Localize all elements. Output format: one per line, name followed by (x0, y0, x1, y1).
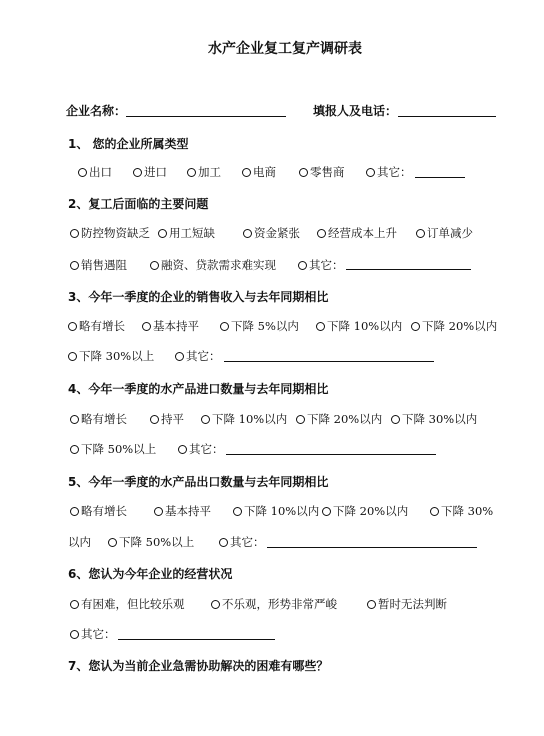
radio-circle-icon (211, 600, 220, 609)
q4-option-5[interactable]: 下降 30%以内 (391, 411, 477, 427)
q4-option-other[interactable]: 其它： (178, 441, 224, 457)
q1-other-field[interactable] (415, 177, 465, 178)
radio-circle-icon (70, 415, 79, 424)
radio-circle-icon (316, 322, 325, 331)
radio-circle-icon (391, 415, 400, 424)
q1-option-export[interactable]: 出口 (78, 164, 112, 180)
radio-circle-icon (70, 445, 79, 454)
q4-option-4[interactable]: 下降 20%以内 (296, 411, 382, 427)
radio-circle-icon (298, 261, 307, 270)
radio-circle-icon (322, 507, 331, 516)
q6-option-2[interactable]: 不乐观，形势非常严峻 (211, 596, 337, 612)
radio-circle-icon (233, 507, 242, 516)
q1-option-ecommerce[interactable]: 电商 (242, 164, 276, 180)
question-6-title: 6、您认为今年企业的经营状况 (68, 567, 233, 581)
radio-circle-icon (317, 229, 326, 238)
q2-other-field[interactable] (346, 269, 471, 270)
radio-circle-icon (108, 538, 117, 547)
q5-option-4[interactable]: 下降 20%以内 (322, 503, 408, 519)
q6-option-other[interactable]: 其它： (70, 626, 116, 642)
q3-option-4[interactable]: 下降 10%以内 (316, 318, 402, 334)
q3-option-6[interactable]: 下降 30%以上 (68, 348, 154, 364)
question-5-title: 5、今年一季度的水产品出口数量与去年同期相比 (68, 475, 329, 489)
q3-option-3[interactable]: 下降 5%以内 (220, 318, 299, 334)
radio-circle-icon (220, 322, 229, 331)
question-7-title: 7、您认为当前企业急需协助解决的困难有哪些？ (68, 659, 329, 673)
radio-circle-icon (150, 415, 159, 424)
q5-option-5[interactable]: 下降 30% (430, 503, 493, 519)
radio-circle-icon (70, 507, 79, 516)
question-4-title: 4、今年一季度的水产品进口数量与去年同期相比 (68, 382, 329, 396)
q4-other-field[interactable] (226, 454, 436, 455)
radio-circle-icon (366, 168, 375, 177)
q4-option-1[interactable]: 略有增长 (70, 411, 127, 427)
q2-option-6[interactable]: 销售遇阻 (70, 257, 127, 273)
q6-option-3[interactable]: 暂时无法判断 (367, 596, 447, 612)
radio-circle-icon (70, 630, 79, 639)
question-1-title: 1、 您的企业所属类型 (68, 137, 189, 151)
q5-option-5-continued: 以内 (68, 535, 91, 549)
radio-circle-icon (133, 168, 142, 177)
q2-option-5[interactable]: 订单减少 (416, 225, 473, 241)
q6-other-field[interactable] (118, 639, 275, 640)
contact-field[interactable] (398, 116, 496, 117)
page-title: 水产企业复工复产调研表 (208, 41, 362, 57)
radio-circle-icon (187, 168, 196, 177)
radio-circle-icon (296, 415, 305, 424)
q4-option-3[interactable]: 下降 10%以内 (201, 411, 287, 427)
q2-option-2[interactable]: 用工短缺 (158, 225, 215, 241)
q5-option-2[interactable]: 基本持平 (154, 503, 211, 519)
q3-option-2[interactable]: 基本持平 (142, 318, 199, 334)
radio-circle-icon (201, 415, 210, 424)
q1-option-import[interactable]: 进口 (133, 164, 167, 180)
radio-circle-icon (178, 445, 187, 454)
contact-label: 填报人及电话： (313, 104, 398, 118)
radio-circle-icon (430, 507, 439, 516)
q5-option-other[interactable]: 其它： (219, 534, 265, 550)
q2-option-other[interactable]: 其它： (298, 257, 344, 273)
q4-option-6[interactable]: 下降 50%以上 (70, 441, 156, 457)
q1-option-processing[interactable]: 加工 (187, 164, 221, 180)
q3-option-1[interactable]: 略有增长 (68, 318, 125, 334)
q1-option-retailer[interactable]: 零售商 (299, 164, 345, 180)
q4-option-2[interactable]: 持平 (150, 411, 184, 427)
radio-circle-icon (78, 168, 87, 177)
q5-option-1[interactable]: 略有增长 (70, 503, 127, 519)
q5-option-6[interactable]: 下降 50%以上 (108, 534, 194, 550)
radio-circle-icon (299, 168, 308, 177)
q5-other-field[interactable] (267, 547, 477, 548)
radio-circle-icon (154, 507, 163, 516)
q2-option-1[interactable]: 防控物资缺乏 (70, 225, 150, 241)
radio-circle-icon (243, 229, 252, 238)
radio-circle-icon (175, 352, 184, 361)
q3-option-other[interactable]: 其它： (175, 348, 221, 364)
radio-circle-icon (68, 322, 77, 331)
radio-circle-icon (142, 322, 151, 331)
question-3-title: 3、今年一季度的企业的销售收入与去年同期相比 (68, 290, 329, 304)
q2-option-4[interactable]: 经营成本上升 (317, 225, 397, 241)
radio-circle-icon (367, 600, 376, 609)
q6-option-1[interactable]: 有困难，但比较乐观 (70, 596, 185, 612)
question-2-title: 2、复工后面临的主要问题 (68, 197, 209, 211)
radio-circle-icon (70, 600, 79, 609)
q2-option-7[interactable]: 融资、贷款需求难实现 (150, 257, 276, 273)
radio-circle-icon (242, 168, 251, 177)
q1-option-other[interactable]: 其它： (366, 164, 412, 180)
radio-circle-icon (150, 261, 159, 270)
radio-circle-icon (70, 229, 79, 238)
radio-circle-icon (219, 538, 228, 547)
q3-option-5[interactable]: 下降 20%以内 (411, 318, 497, 334)
q2-option-3[interactable]: 资金紧张 (243, 225, 300, 241)
q5-option-3[interactable]: 下降 10%以内 (233, 503, 319, 519)
radio-circle-icon (411, 322, 420, 331)
company-name-label: 企业名称： (66, 104, 127, 118)
company-name-field[interactable] (126, 116, 286, 117)
radio-circle-icon (68, 352, 77, 361)
radio-circle-icon (70, 261, 79, 270)
q3-other-field[interactable] (224, 361, 434, 362)
radio-circle-icon (416, 229, 425, 238)
radio-circle-icon (158, 229, 167, 238)
